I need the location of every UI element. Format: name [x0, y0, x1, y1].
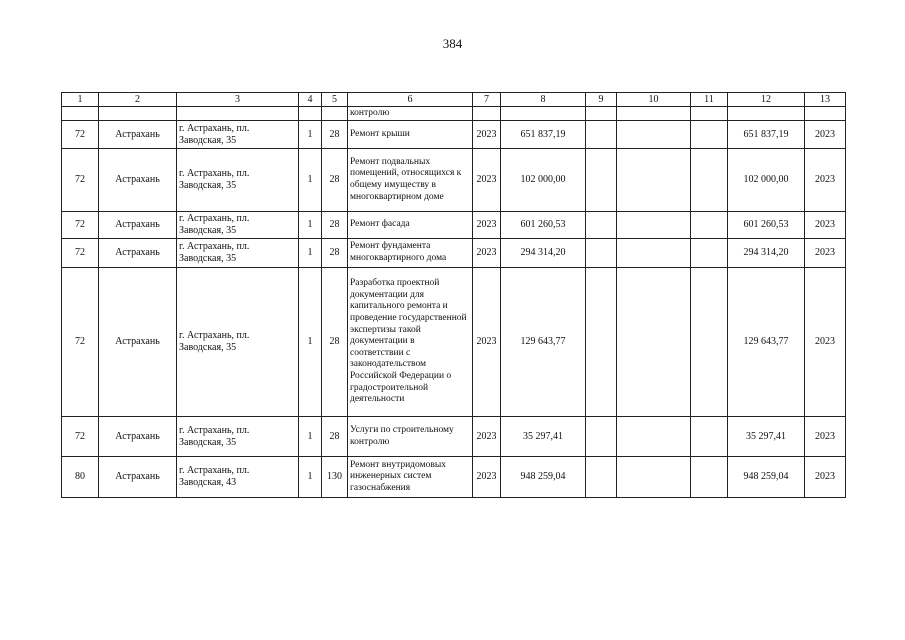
address-cell: г. Астрахань, пл. Заводская, 35 [177, 149, 299, 212]
col5-cell: 28 [322, 212, 348, 239]
col12-cell: 35 297,41 [728, 417, 805, 457]
col13-cell: 2023 [805, 268, 846, 417]
col12-cell: 601 260,53 [728, 212, 805, 239]
continuation-row [62, 107, 846, 121]
total-cost-cell: 294 314,20 [501, 239, 586, 268]
cont-cell-9 [586, 107, 617, 121]
col13-cell: 2023 [805, 149, 846, 212]
col4-cell: 1 [299, 268, 322, 417]
col13-cell: 2023 [805, 457, 846, 498]
address-cell: г. Астрахань, пл. Заводская, 35 [177, 121, 299, 149]
city-cell: Астрахань [99, 239, 177, 268]
city-cell: Астрахань [99, 417, 177, 457]
page-number: 384 [442, 36, 463, 51]
total-cost-cell: 948 259,04 [501, 457, 586, 498]
work-type-cell: Разработка проектной документации для капитального ремонта и проведение государственной экспертизы такой документации в соответствии с законодательством Российской Федерации о градостроительной деятельности [348, 268, 473, 417]
number-cell: 72 [62, 239, 99, 268]
year-cell: 2023 [473, 239, 501, 268]
col11-cell [691, 457, 728, 498]
cont-cell-1 [62, 107, 99, 121]
col10-cell [617, 149, 691, 212]
header-cell-7: 7 [473, 93, 501, 107]
col5-cell: 28 [322, 239, 348, 268]
col13-cell: 2023 [805, 121, 846, 149]
col13-cell: 2023 [805, 212, 846, 239]
col9-cell [586, 239, 617, 268]
header-cell-9: 9 [586, 93, 617, 107]
cont-cell-10 [617, 107, 691, 121]
col4-cell: 1 [299, 212, 322, 239]
col5-cell: 130 [322, 457, 348, 498]
cont-cell-7 [473, 107, 501, 121]
col9-cell [586, 212, 617, 239]
header-cell-1: 1 [62, 93, 99, 107]
total-cost-cell: 601 260,53 [501, 212, 586, 239]
col12-cell: 294 314,20 [728, 239, 805, 268]
cont-cell-13 [805, 107, 846, 121]
col9-cell [586, 149, 617, 212]
city-cell: Астрахань [99, 121, 177, 149]
col12-cell: 948 259,04 [728, 457, 805, 498]
address-cell: г. Астрахань, пл. Заводская, 35 [177, 417, 299, 457]
address-cell: г. Астрахань, пл. Заводская, 35 [177, 239, 299, 268]
total-cost-cell: 102 000,00 [501, 149, 586, 212]
col10-cell [617, 457, 691, 498]
repair-table [61, 92, 846, 498]
table-row [62, 268, 846, 417]
number-cell: 72 [62, 417, 99, 457]
work-type-cell: Услуги по строительному контролю [348, 417, 473, 457]
col10-cell [617, 417, 691, 457]
number-cell: 72 [62, 149, 99, 212]
address-cell: г. Астрахань, пл. Заводская, 35 [177, 212, 299, 239]
cont-cell-2 [99, 107, 177, 121]
table-row [62, 212, 846, 239]
cont-cell-5 [322, 107, 348, 121]
header-cell-13: 13 [805, 93, 846, 107]
col13-cell: 2023 [805, 417, 846, 457]
number-cell: 80 [62, 457, 99, 498]
col10-cell [617, 239, 691, 268]
col12-cell: 129 643,77 [728, 268, 805, 417]
table-row [62, 417, 846, 457]
continuation-text: контролю [348, 107, 473, 121]
cont-cell-4 [299, 107, 322, 121]
address-cell: г. Астрахань, пл. Заводская, 43 [177, 457, 299, 498]
work-type-cell: Ремонт подвальных помещений, относящихся к общему имуществу в многоквартирном доме [348, 149, 473, 212]
col10-cell [617, 121, 691, 149]
col9-cell [586, 417, 617, 457]
col5-cell: 28 [322, 149, 348, 212]
col10-cell [617, 268, 691, 417]
col5-cell: 28 [322, 268, 348, 417]
cont-cell-3 [177, 107, 299, 121]
number-cell: 72 [62, 121, 99, 149]
col11-cell [691, 417, 728, 457]
table-row [62, 149, 846, 212]
col11-cell [691, 121, 728, 149]
work-type-cell: Ремонт внутридомовых инженерных систем газоснабжения [348, 457, 473, 498]
city-cell: Астрахань [99, 149, 177, 212]
year-cell: 2023 [473, 457, 501, 498]
year-cell: 2023 [473, 149, 501, 212]
number-cell: 72 [62, 212, 99, 239]
city-cell: Астрахань [99, 212, 177, 239]
col4-cell: 1 [299, 417, 322, 457]
number-cell: 72 [62, 268, 99, 417]
col4-cell: 1 [299, 239, 322, 268]
header-cell-5: 5 [322, 93, 348, 107]
table-body [62, 93, 846, 498]
col5-cell: 28 [322, 121, 348, 149]
header-cell-6: 6 [348, 93, 473, 107]
col12-cell: 102 000,00 [728, 149, 805, 212]
col4-cell: 1 [299, 457, 322, 498]
work-type-cell: Ремонт крыши [348, 121, 473, 149]
col5-cell: 28 [322, 417, 348, 457]
year-cell: 2023 [473, 212, 501, 239]
cont-cell-11 [691, 107, 728, 121]
header-cell-4: 4 [299, 93, 322, 107]
col11-cell [691, 149, 728, 212]
table-row [62, 457, 846, 498]
col10-cell [617, 212, 691, 239]
table-row [62, 239, 846, 268]
header-cell-10: 10 [617, 93, 691, 107]
work-type-cell: Ремонт фундамента многоквартирного дома [348, 239, 473, 268]
col11-cell [691, 212, 728, 239]
col11-cell [691, 268, 728, 417]
header-cell-12: 12 [728, 93, 805, 107]
total-cost-cell: 129 643,77 [501, 268, 586, 417]
year-cell: 2023 [473, 268, 501, 417]
col12-cell: 651 837,19 [728, 121, 805, 149]
col9-cell [586, 121, 617, 149]
col9-cell [586, 457, 617, 498]
table-row [62, 121, 846, 149]
col4-cell: 1 [299, 121, 322, 149]
work-type-cell: Ремонт фасада [348, 212, 473, 239]
header-cell-8: 8 [501, 93, 586, 107]
total-cost-cell: 651 837,19 [501, 121, 586, 149]
city-cell: Астрахань [99, 457, 177, 498]
total-cost-cell: 35 297,41 [501, 417, 586, 457]
city-cell: Астрахань [99, 268, 177, 417]
header-cell-11: 11 [691, 93, 728, 107]
col4-cell: 1 [299, 149, 322, 212]
col9-cell [586, 268, 617, 417]
cont-cell-12 [728, 107, 805, 121]
col11-cell [691, 239, 728, 268]
header-cell-2: 2 [99, 93, 177, 107]
year-cell: 2023 [473, 417, 501, 457]
cont-cell-8 [501, 107, 586, 121]
col13-cell: 2023 [805, 239, 846, 268]
year-cell: 2023 [473, 121, 501, 149]
header-row [62, 93, 846, 107]
header-cell-3: 3 [177, 93, 299, 107]
address-cell: г. Астрахань, пл. Заводская, 35 [177, 268, 299, 417]
